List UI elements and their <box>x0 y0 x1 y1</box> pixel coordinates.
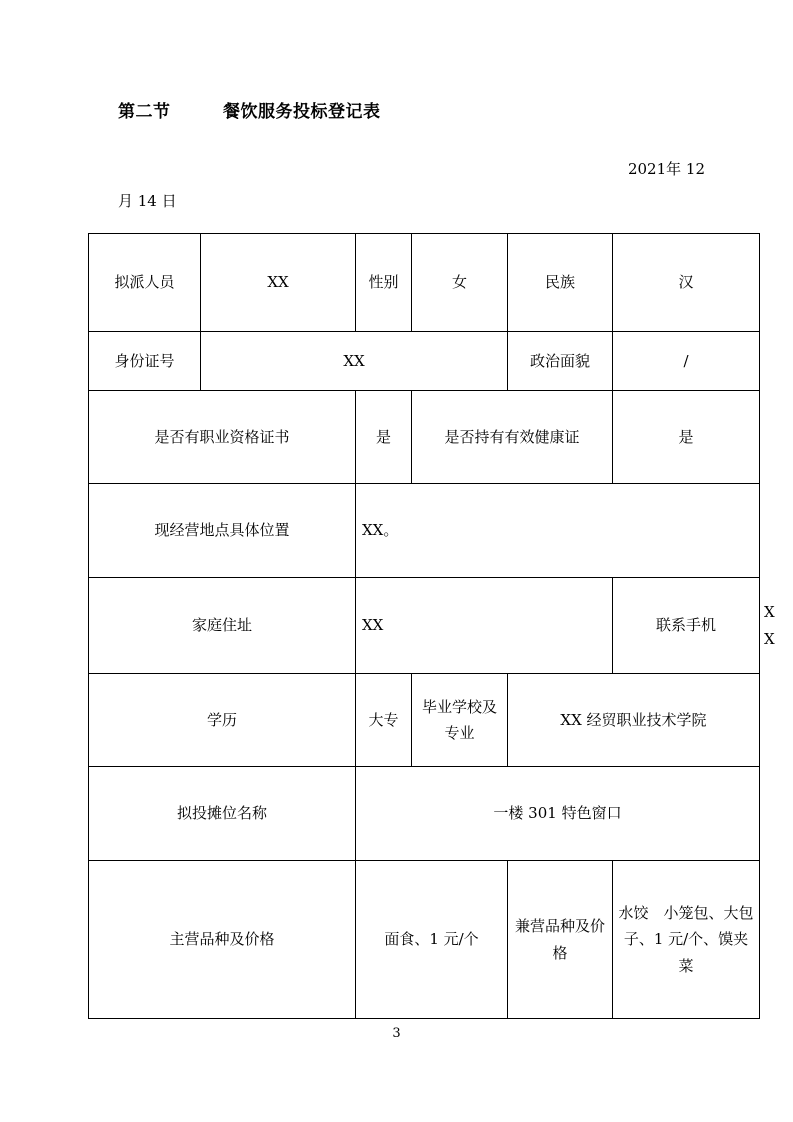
bid-registration-table <box>88 233 775 1019</box>
table-row <box>89 674 760 767</box>
table-row: 家庭住址 XX 联系手机 XX <box>89 578 760 674</box>
value-gender: 女 <box>412 234 508 332</box>
date-line-second: 月 14 日 <box>118 192 177 210</box>
value-health-certificate: 是 <box>613 391 760 484</box>
label-health-certificate: 是否持有有效健康证 <box>412 391 613 484</box>
label-stall-name: 拟投摊位名称 <box>89 767 356 861</box>
value-home-address: XX <box>356 578 613 674</box>
date-line-first: 2021年 12 <box>627 160 705 178</box>
value-id-number: XX <box>201 332 508 391</box>
value-political-status: / <box>613 332 760 391</box>
value-secondary-products: 水饺 小笼包、大包子、1 元/个、馍夹菜 <box>613 861 760 1019</box>
label-vocational-certificate: 是否有职业资格证书 <box>89 391 356 484</box>
page-number: 3 <box>392 1026 401 1041</box>
value-stall-name: 一楼 301 特色窗口 <box>356 767 760 861</box>
label-personnel: 拟派人员 <box>89 234 201 332</box>
label-main-products: 主营品种及价格 <box>89 861 356 1019</box>
table-row <box>89 767 760 861</box>
label-mobile-phone: 联系手机 <box>613 578 760 674</box>
table-row <box>89 861 760 1019</box>
label-id-number: 身份证号 <box>89 332 201 391</box>
table-row <box>89 234 760 332</box>
label-political-status: 政治面貌 <box>508 332 613 391</box>
page-title: 第二节 餐饮服务投标登记表 <box>118 102 381 122</box>
value-ethnicity: 汉 <box>613 234 760 332</box>
value-main-products: 面食、1 元/个 <box>356 861 508 1019</box>
value-school-major: XX 经贸职业技术学院 <box>508 674 760 767</box>
table-row <box>89 332 760 391</box>
value-business-location: XX。 <box>356 484 760 578</box>
value-personnel: XX <box>201 234 356 332</box>
label-education: 学历 <box>89 674 356 767</box>
label-business-location: 现经营地点具体位置 <box>89 484 356 578</box>
table-row <box>89 484 760 578</box>
table-row <box>89 391 760 484</box>
label-ethnicity: 民族 <box>508 234 613 332</box>
label-school-major: 毕业学校及专业 <box>412 674 508 767</box>
value-education: 大专 <box>356 674 412 767</box>
label-secondary-products: 兼营品种及价格 <box>508 861 613 1019</box>
label-gender: 性别 <box>356 234 412 332</box>
label-home-address: 家庭住址 <box>89 578 356 674</box>
value-vocational-certificate: 是 <box>356 391 412 484</box>
